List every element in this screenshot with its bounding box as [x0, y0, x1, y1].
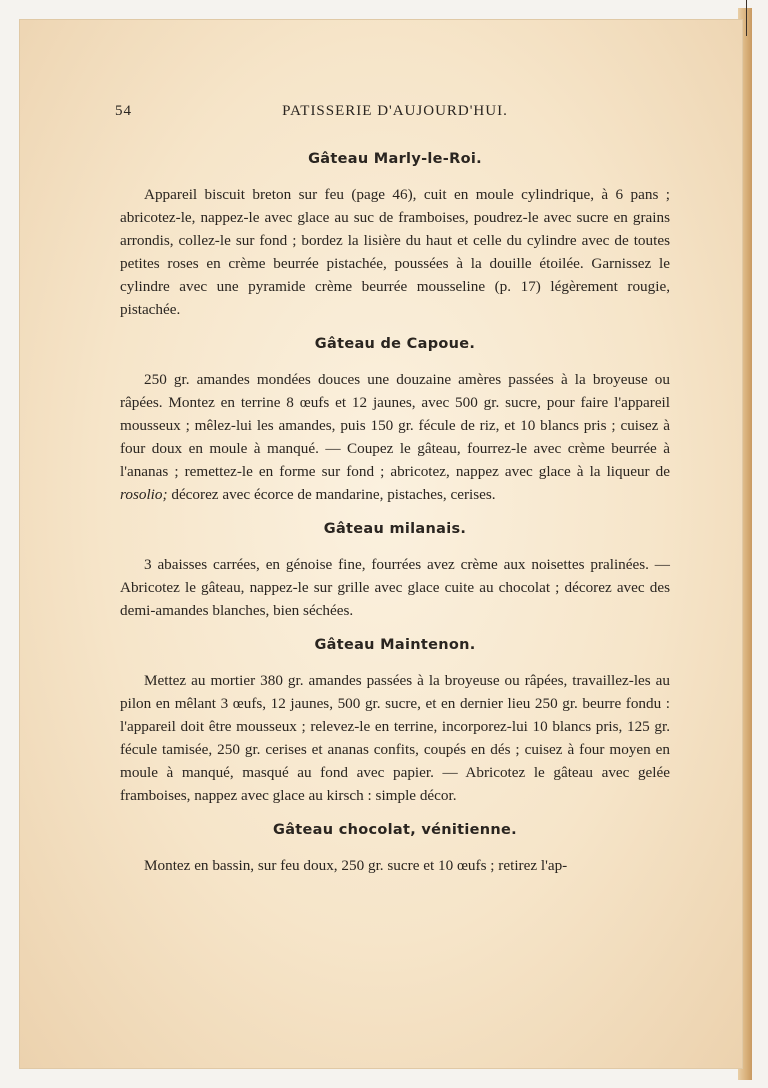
recipe-text-maintenon: Mettez au mortier 380 gr. amandes passées à la broyeuse ou râpées, travaillez-les au pilon en mêlant 3 œufs, 12 jaunes, 500 gr. sucre, et en dernier lieu 250 gr. beurre fondu : l'appareil doit être mousseux ; relevez-le en terrine, incorporez-lui 10 blancs pris, 125 gr. fécule tamisée, 250 gr. cerises et ananas confits, coupés en dés ; cuisez à four moyen en moule à manqué, masqué au fond avec papier. — Abricotez le gâteau avec gelée framboises, nappez avec glace au kirsch : simple décor.	[120, 672, 670, 804]
recipe-title-marly: Gâteau Marly-le-Roi.	[308, 151, 482, 167]
page-number: 54	[115, 103, 132, 119]
recipe-title-capoue: Gâteau de Capoue.	[314, 336, 476, 352]
recipe-text-milanais: 3 abaisses carrées, en génoise fine, fourrées avez crème aux noisettes pralinées. — Abricotez le gâteau, nappez-le sur grille avec glace cuite au chocolat ; décorez avec des demi-amandes blanches, bien séchées.	[120, 556, 670, 619]
recipe-title-maintenon: Gâteau Maintenon.	[314, 637, 476, 653]
running-header	[115, 103, 675, 125]
recipe-text-chocolat: Montez en bassin, sur feu doux, 250 gr. sucre et 10 œufs ; retirez l'ap-	[144, 857, 568, 874]
page-body	[120, 140, 670, 877]
running-title: PATISSERIE D'AUJOURD'HUI.	[282, 103, 508, 119]
recipe-title-chocolat: Gâteau chocolat, vénitienne.	[273, 822, 517, 838]
recipe-text-capoue-part2: décorez avec écorce de mandarine, pistaches, cerises.	[171, 486, 496, 503]
recipe-text-capoue-part1: 250 gr. amandes mondées douces une douzaine amères passées à la broyeuse ou râpées. Montez en terrine 8 œufs et 12 jaunes, avec 500 gr. sucre, pour faire l'appareil mousseux ; mêlez-lui les amandes, puis 150 gr. fécule de riz, et 10 blancs pris ; cuisez à four doux en moule à manqué. — Coupez le gâteau, fourrez-le avec crème beurrée à l'ananas ; remettez-le en forme sur fond ; abricotez, nappez avec glace à la liqueur de	[120, 371, 670, 480]
recipe-text-marly: Appareil biscuit breton sur feu (page 46), cuit en moule cylindrique, à 6 pans ; abricotez-le, nappez-le avec glace au suc de framboises, poudrez-le avec sucre en grains arrondis, collez-le sur fond ; bordez la lisière du haut et celle du cylindre avec de toutes petites roses en crème beurrée pistachée, poussées à la douille étoilée. Garnissez le cylindre avec une pyramide crème beurrée mousseline (p. 17) légèrement rougie, pistachée.	[120, 186, 670, 318]
rosolio-italic: rosolio;	[120, 486, 168, 503]
recipe-title-milanais: Gâteau milanais.	[323, 521, 467, 537]
page-edge-mark	[746, 0, 747, 36]
recipe-text-capoue	[120, 368, 670, 506]
